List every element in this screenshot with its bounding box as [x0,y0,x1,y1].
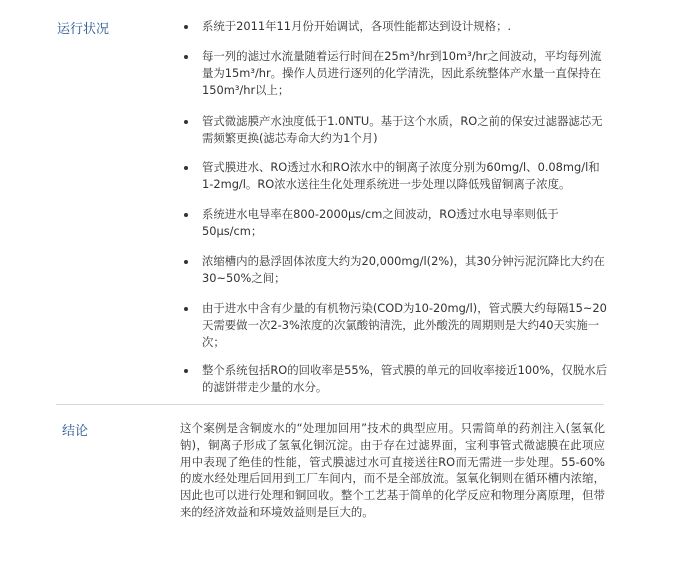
bullet-text: 由于进水中含有少量的有机物污染(COD为10-20mg/l)，管式膜大约每隔15~20天需要做一次2-3%浓度的次氯酸钠清洗，此外酸洗的周期则是大约40天实施一次； [202,301,607,349]
conclusion-heading: 结论 [62,424,89,439]
bullet-dot-icon [184,55,188,59]
bullet-dot-icon [184,166,188,170]
bullet-text: 系统于2011年11月份开始调试，各项性能都达到设计规格；. [202,19,512,33]
bullet-dot-icon [184,213,188,217]
bullet-dot-icon [184,260,188,264]
bullet-item [180,253,608,287]
bullet-item [180,48,608,99]
bullet-text: 整个系统包括RO的回收率是55%，管式膜的单元的回收率接近100%，仅脱水后的滤饼带走少量的水分。 [202,363,608,394]
bullet-item [180,362,608,396]
bullet-dot-icon [184,369,188,373]
bullet-dot-icon [184,25,188,29]
conclusion-paragraph: 这个案例是含铜废水的“处理加回用”技术的典型应用。只需简单的药剂注入(氢氧化钠)，铜离子形成了氢氧化铜沉淀。由于存在过滤界面，宝利事管式微滤膜在此项应用中表现了绝佳的性能，管式膜滤过水可直接送往RO而无需进一步处理。55-60%的废水经处理后回用到工厂车间内，而不是全部放流。氢氧化铜则在循环槽内浓缩，因此也可以进行处理和铜回收。整个工艺基于简单的化学反应和物理分离原理，但带来的经济效益和环境效益则是巨大的。 [180,421,605,519]
bullet-text: 管式微滤膜产水浊度低于1.0NTU。基于这个水质，RO之前的保安过滤器滤芯无需频繁更换(滤芯寿命大约为1个月) [202,114,603,145]
bullet-text: 系统进水电导率在800-2000μs/cm之间波动，RO透过水电导率则低于50μs/cm； [202,207,559,238]
bullet-item [180,113,608,147]
bullet-item [180,300,608,351]
bullet-item [180,159,608,193]
section-divider [56,404,604,405]
bullet-text: 每一列的滤过水流量随着运行时间在25m³/hr到10m³/hr之间波动，平均每列流量为15m³/hr。操作人员进行逐列的化学清洗，因此系统整体产水量一直保持在150m³/hr以上； [202,49,602,97]
bullet-dot-icon [184,307,188,311]
operation-heading: 运行状况 [57,22,110,37]
bullet-text: 管式膜进水、RO透过水和RO浓水中的铜离子浓度分别为60mg/l、0.08mg/l和1-2mg/l。RO浓水送往生化处理系统进一步处理以降低残留铜离子浓度。 [202,160,600,191]
bullet-text: 浓缩槽内的悬浮固体浓度大约为20,000mg/l(2%)，其30分钟污泥沉降比大约在30~50%之间； [202,254,605,285]
bullet-item [180,18,608,35]
bullet-item [180,206,608,240]
bullet-dot-icon [184,120,188,124]
